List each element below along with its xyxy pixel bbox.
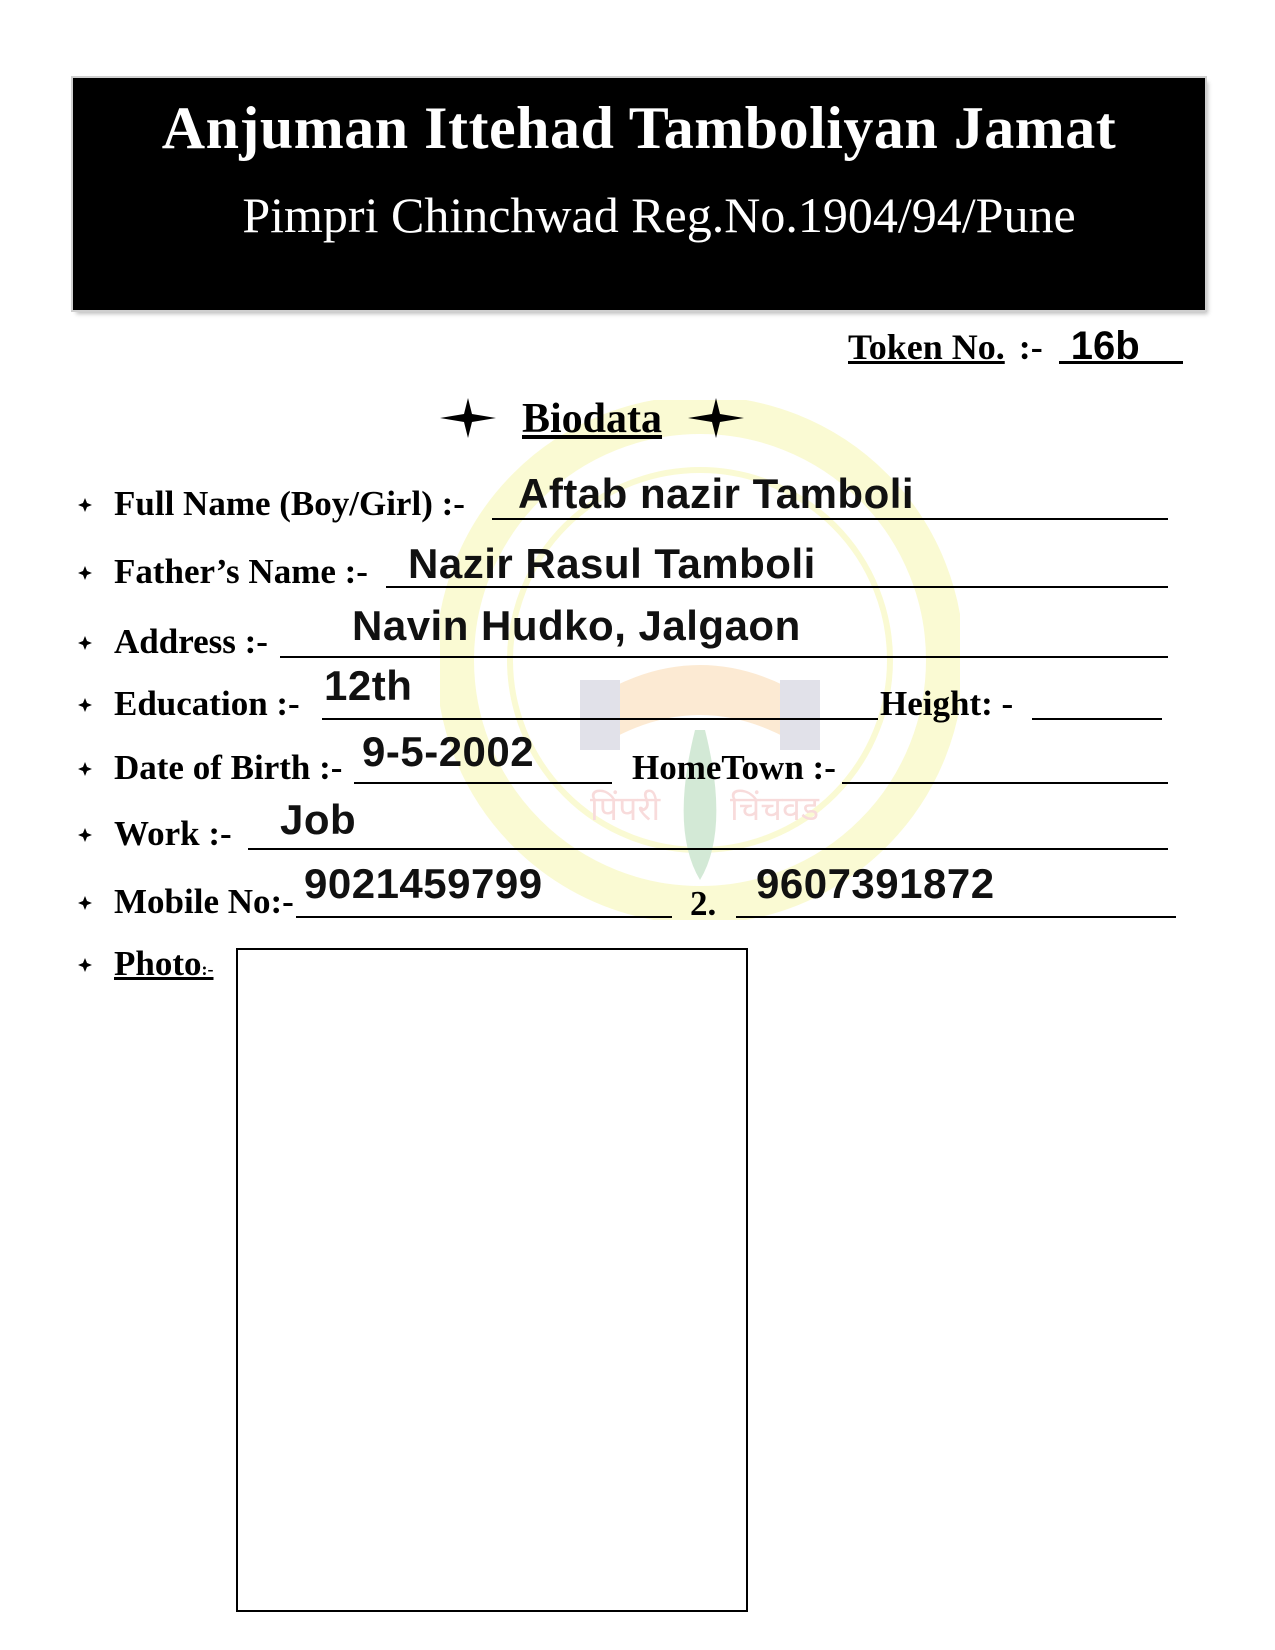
token-label: Token No. (848, 327, 1005, 367)
address-line[interactable] (280, 656, 1168, 658)
diamond-bullet-icon (78, 566, 92, 580)
mobile-row (78, 860, 1178, 924)
work-row (78, 796, 1178, 856)
mobile-second-label: 2. (690, 884, 717, 923)
diamond-bullet-icon (78, 698, 92, 712)
work-label: Work :- (114, 814, 232, 853)
work-line[interactable] (248, 848, 1168, 850)
diamond-bullet-icon (78, 498, 92, 512)
header-banner (73, 78, 1205, 310)
diamond-bullet-icon (78, 828, 92, 842)
dob-label: Date of Birth :- (114, 748, 343, 787)
token-value: 16b (1059, 331, 1183, 364)
photo-label-text: Photo (114, 944, 202, 983)
mobile-label: Mobile No:- (114, 882, 294, 921)
mobile-second-line[interactable] (736, 916, 1176, 918)
mobile-value: 9021459799 (304, 860, 543, 907)
biodata-heading (440, 395, 744, 443)
diamond-bullet-icon (78, 636, 92, 650)
work-value: Job (280, 796, 357, 843)
full-name-label: Full Name (Boy/Girl) :- (114, 484, 465, 523)
watermark-text-left: पिंपरी (590, 789, 661, 829)
education-label: Education :- (114, 684, 300, 723)
organization-subtitle: Pimpri Chinchwad Reg.No.1904/94/Pune (242, 187, 1076, 243)
mobile-line[interactable] (296, 916, 672, 918)
dob-value: 9-5-2002 (362, 728, 535, 775)
full-name-row (78, 470, 1178, 526)
education-value: 12th (324, 662, 413, 709)
star-icon (440, 398, 496, 438)
photo-label-suffix: :- (201, 959, 214, 979)
organization-title: Anjuman Ittehad Tamboliyan Jamat (161, 95, 1117, 161)
education-line[interactable] (322, 718, 878, 720)
hometown-line[interactable] (842, 782, 1168, 784)
height-label: Height: - (880, 684, 1014, 723)
height-line[interactable] (1032, 718, 1162, 720)
diamond-bullet-icon (78, 958, 92, 972)
mobile-second-value: 9607391872 (756, 860, 995, 907)
full-name-line[interactable] (492, 518, 1168, 520)
diamond-bullet-icon (78, 762, 92, 776)
token-separator: :- (1018, 327, 1043, 367)
token-number (848, 326, 1183, 368)
address-value: Navin Hudko, Jalgaon (352, 602, 801, 649)
father-name-label: Father’s Name :- (114, 552, 368, 591)
watermark-text-right: चिंचवड (730, 789, 820, 829)
education-row (78, 662, 1178, 726)
biodata-title: Biodata (522, 396, 663, 442)
diamond-bullet-icon (78, 896, 92, 910)
hometown-label: HomeTown :- (632, 748, 836, 787)
father-name-value: Nazir Rasul Tamboli (408, 540, 816, 587)
father-name-row (78, 540, 1178, 594)
photo-box[interactable] (236, 948, 748, 1612)
dob-line[interactable] (354, 782, 612, 784)
full-name-value: Aftab nazir Tamboli (518, 470, 915, 517)
star-icon (688, 398, 744, 438)
dob-row (78, 728, 1178, 790)
address-label: Address :- (114, 622, 268, 661)
photo-label (114, 944, 214, 984)
address-row (78, 602, 1178, 664)
